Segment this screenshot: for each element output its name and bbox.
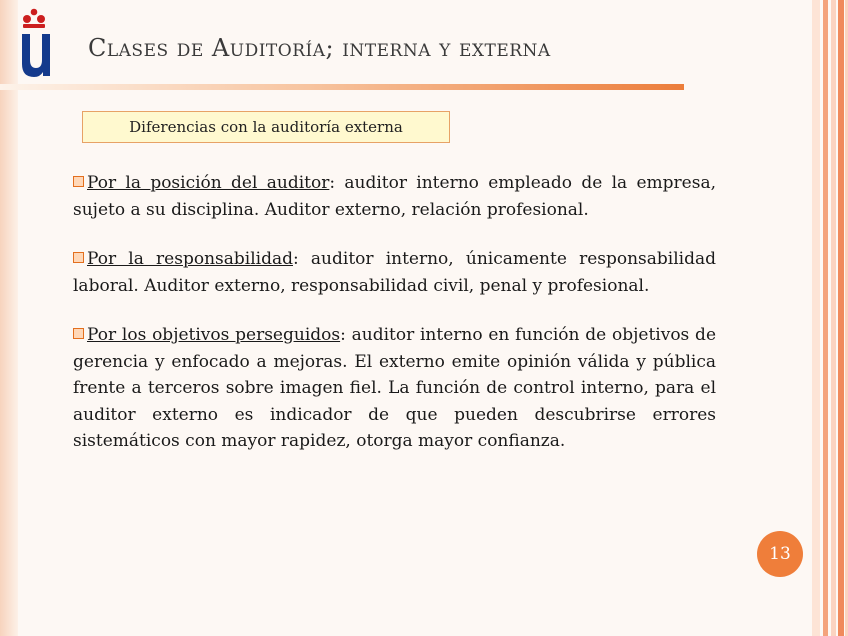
paragraph-lead: Por los objetivos perseguidos [87, 325, 341, 345]
checkbox-bullet-icon [73, 176, 84, 187]
page-number-badge [757, 531, 803, 577]
checkbox-bullet-icon [73, 328, 84, 339]
paragraph-lead: Por la posición del auditor [87, 173, 330, 193]
university-logo-icon [12, 6, 68, 82]
content-body [73, 170, 716, 478]
paragraph-body: : auditor interno en función de objetivos de gerencia y enfocado a mejoras. El externo emite opinión válida y pública frente a terceros sobre imagen fiel. La función de control interno, para el auditor externo es indicador de que pueden descubrirse errores sistemáticos con mayor rapidez, otorga mayor confianza. [73, 325, 717, 451]
title-underline-rule [0, 84, 684, 90]
paragraph-responsibility [73, 246, 716, 299]
page-number: 13 [769, 544, 791, 564]
page-title: Clases de Auditoría; interna y externa [88, 34, 551, 62]
checkbox-bullet-icon [73, 252, 84, 263]
paragraph-body: : auditor interno empleado de la empresa, sujeto a su disciplina. Auditor externo, relación profesional. [73, 173, 716, 220]
paragraph-lead: Por la responsabilidad [87, 249, 293, 269]
paragraph-position [73, 170, 716, 223]
right-decorative-stripes [812, 0, 848, 636]
subtitle-box [82, 111, 450, 143]
subtitle-text: Diferencias con la auditoría externa [129, 118, 403, 136]
paragraph-objectives [73, 322, 716, 455]
left-decorative-band [0, 0, 18, 636]
paragraph-body: : auditor interno, únicamente responsabilidad laboral. Auditor externo, responsabilidad civil, penal y profesional. [73, 249, 717, 296]
